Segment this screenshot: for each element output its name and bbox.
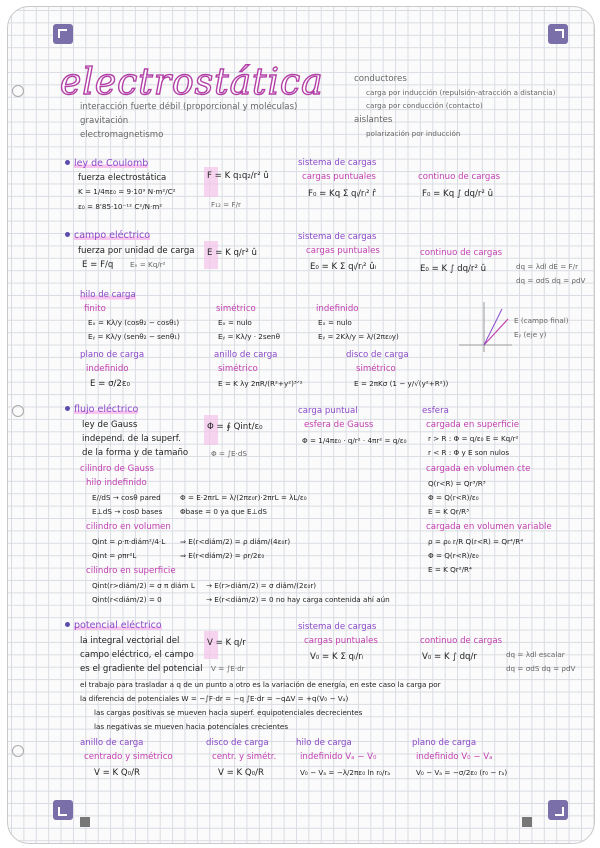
formula: Eₓ = nulo bbox=[218, 318, 252, 327]
formula: Eᵧ = Kλ/y (senθ₂ − senθ₁) bbox=[88, 332, 180, 341]
formula: Q(r<R) = Qr³/R³ bbox=[428, 479, 486, 488]
text-line: E//dS → cosθ pared bbox=[92, 493, 161, 502]
formula: → E(r<diám/2) = 0 no hay carga contenida ahí aún bbox=[206, 595, 390, 604]
section-heading: ley de Coulomb bbox=[74, 158, 149, 169]
subheading: centr. y simétr. bbox=[212, 752, 277, 762]
formula: E₀ = K ∫ dq/r² û bbox=[420, 264, 487, 274]
formula: V₀ = K ∫ dq/r bbox=[422, 652, 477, 662]
text-line: las cargas positivas se mueven hacia superf. equipotenciales decrecientes bbox=[94, 708, 363, 717]
subheading: cargas puntuales bbox=[306, 246, 380, 256]
corner-mark-icon bbox=[548, 24, 568, 44]
subheading: sistema de cargas bbox=[298, 232, 377, 242]
subheading: indefinido V₀ − Vₐ bbox=[416, 752, 493, 762]
note: Eᵧ (eje y) bbox=[514, 330, 547, 339]
subheading: indefinido bbox=[316, 304, 359, 314]
formula: Qint = ρπr²L bbox=[92, 551, 137, 560]
formula: E = K q/r² û bbox=[207, 248, 257, 258]
subheading: simétrico bbox=[218, 364, 258, 374]
corner-mark-icon bbox=[53, 800, 73, 820]
subheading: plano de carga bbox=[80, 350, 145, 360]
text-line: K = 1/4πε₀ = 9·10⁹ N·m²/C² bbox=[78, 187, 176, 196]
corner-mark-icon bbox=[53, 24, 73, 44]
text-line: campo eléctrico, el campo bbox=[80, 650, 194, 660]
formula: E = 2πKσ (1 − y/√(y²+R²)) bbox=[354, 379, 449, 388]
formula: E₀ = K Σ qᵢ/rᵢ² ûᵢ bbox=[310, 262, 377, 272]
binder-ring-icon bbox=[12, 85, 24, 97]
binder-ring-icon bbox=[12, 405, 24, 417]
subheading: cargas puntuales bbox=[302, 172, 376, 182]
formula: r > R : Φ = q/ε₀ E = Kq/r² bbox=[428, 434, 519, 443]
formula: V = K q/r bbox=[207, 638, 246, 648]
note: dq = σdS dq = ρdV bbox=[516, 276, 586, 285]
formula: V₀ − Vₐ = −σ/2ε₀ (r₀ − rₐ) bbox=[416, 768, 508, 777]
intro-line: electromagnetismo bbox=[80, 130, 164, 140]
formula: ⇒ E(r<diám/2) = ρr/2ε₀ bbox=[180, 551, 265, 560]
note: E (campo final) bbox=[514, 316, 569, 325]
subheading: hilo de carga bbox=[296, 738, 352, 748]
subheading: indefinido Vₐ − V₀ bbox=[300, 752, 377, 762]
formula: F₀ = Kq ∫ dq/r² û bbox=[422, 189, 494, 199]
formula: ⇒ E(r<diám/2) = ρ diám/(4ε₀r) bbox=[180, 537, 291, 546]
section-heading: potencial eléctrico bbox=[74, 620, 162, 631]
notebook-page bbox=[7, 6, 595, 844]
formula: F₁₂ = F/r bbox=[211, 200, 241, 209]
subheading: cargada en volumen variable bbox=[426, 522, 552, 532]
section-heading: flujo eléctrico bbox=[74, 404, 139, 415]
text-line: de la forma y de tamaño bbox=[82, 448, 189, 458]
subheading: cargada en volumen cte bbox=[426, 464, 531, 474]
intro-right: carga por conducción (contacto) bbox=[366, 101, 483, 110]
formula: Qint(r>diám/2) = σ π diám L bbox=[92, 581, 195, 590]
formula: Qint(r<diám/2) = 0 bbox=[92, 595, 162, 604]
note: dq = λdl dE = F/r bbox=[516, 262, 579, 271]
note: dq = λdl escalar bbox=[506, 650, 565, 659]
text-line: ley de Gauss bbox=[82, 420, 138, 430]
page-title: electrostática bbox=[60, 62, 324, 103]
subheading: esfera de Gauss bbox=[304, 420, 374, 430]
formula: Eᵧ = Kλ/y · 2senθ bbox=[218, 332, 280, 341]
formula: F₀ = Kq Σ qᵢ/rᵢ² r̂ bbox=[308, 189, 376, 199]
note: dq = σdS dq = ρdV bbox=[506, 664, 576, 673]
formula: ρ = ρ₀ r/R Q(r<R) = Qr⁴/R⁴ bbox=[428, 537, 524, 546]
formula: Eₓ = Kλ/y (cosθ₂ − cosθ₁) bbox=[88, 318, 180, 327]
text-line: la integral vectorial del bbox=[80, 636, 180, 646]
formula: F = K q₁q₂/r² û bbox=[207, 171, 269, 181]
intro-right: polarización por inducción bbox=[366, 129, 461, 138]
intro-line: gravitación bbox=[80, 116, 129, 126]
field-diagram-icon bbox=[454, 297, 514, 357]
subheading: cilindro de Gauss bbox=[80, 464, 154, 474]
subheading: carga puntual bbox=[298, 406, 358, 416]
text-line: la diferencia de potenciales W = −∫F·dr = −q ∫E·dr = −qΔV = +q(V₀ − Vₐ) bbox=[80, 694, 349, 703]
subheading: sistema de cargas bbox=[298, 622, 377, 632]
section-heading: campo eléctrico bbox=[74, 230, 151, 241]
text-line: fuerza por unidad de carga bbox=[78, 246, 195, 256]
formula: V = K Q₀/R bbox=[94, 768, 140, 778]
text-line: Eₙ = Kq/r² bbox=[130, 260, 166, 269]
text-line: independ. de la superf. bbox=[82, 434, 181, 444]
subheading: disco de carga bbox=[206, 738, 269, 748]
formula: Φ = Q(r<R)/ε₀ bbox=[428, 493, 479, 502]
binder-ring-icon bbox=[12, 745, 24, 757]
subheading: disco de carga bbox=[346, 350, 409, 360]
formula: E = K λy 2πR/(R²+y²)³ᐟ² bbox=[218, 379, 303, 388]
intro-right: aislantes bbox=[354, 115, 393, 125]
formula: E = K Qr/R³ bbox=[428, 507, 470, 516]
text-line: fuerza electrostática bbox=[78, 173, 167, 183]
subheading: esfera bbox=[422, 406, 449, 416]
formula: r < R : Φ y E son nulos bbox=[428, 448, 510, 457]
subheading: cilindro en volumen bbox=[86, 522, 171, 532]
subheading: continuo de cargas bbox=[420, 636, 503, 646]
subheading: centrado y simétrico bbox=[84, 752, 173, 762]
intro-line: interacción fuerte débil (proporcional y moléculas) bbox=[80, 102, 298, 112]
formula: Φ = 1/4πε₀ · q/r² · 4πr² = q/ε₀ bbox=[302, 436, 407, 445]
text-line: es el gradiente del potencial bbox=[80, 664, 203, 674]
formula: V = ∫E·dr bbox=[211, 664, 245, 673]
formula: E = σ/2ε₀ bbox=[90, 379, 130, 389]
formula: Eᵧ = 2Kλ/y = λ/(2πε₀y) bbox=[318, 332, 399, 341]
text-line: E = F/q bbox=[82, 260, 114, 270]
subheading: hilo de carga bbox=[80, 290, 136, 300]
subheading: simétrico bbox=[356, 364, 396, 374]
subheading: cilindro en superficie bbox=[86, 566, 176, 576]
square-mark-icon bbox=[80, 817, 90, 827]
corner-mark-icon bbox=[548, 800, 568, 820]
subheading: simétrico bbox=[216, 304, 256, 314]
subheading: finito bbox=[84, 304, 106, 314]
formula: V₀ = K Σ qᵢ/rᵢ bbox=[310, 652, 364, 662]
subheading: hilo indefinido bbox=[86, 478, 147, 488]
square-mark-icon bbox=[522, 817, 532, 827]
text-line: el trabajo para trasladar a q de un punto a otro es la variación de energía, en este caso la carga por bbox=[80, 680, 441, 689]
formula: Φ = E·2πrL = λ/(2πε₀r)·2πrL = λL/ε₀ bbox=[180, 493, 307, 502]
intro-right: carga por inducción (repulsión-atracción a distancia) bbox=[366, 88, 556, 97]
subheading: anillo de carga bbox=[80, 738, 144, 748]
subheading: cargada en superficie bbox=[426, 420, 520, 430]
intro-right: conductores bbox=[354, 74, 407, 84]
formula: Eₓ = nulo bbox=[318, 318, 352, 327]
subheading: anillo de carga bbox=[214, 350, 278, 360]
subheading: continuo de cargas bbox=[418, 172, 501, 182]
formula: E = K Qr²/R⁴ bbox=[428, 565, 472, 574]
subheading: continuo de cargas bbox=[420, 248, 503, 258]
subheading: indefinido bbox=[86, 364, 129, 374]
subheading: cargas puntuales bbox=[304, 636, 378, 646]
subheading: sistema de cargas bbox=[298, 158, 377, 168]
formula: Φbase = 0 ya que E⊥dS bbox=[180, 507, 267, 516]
formula: V₀ − Vₐ = −λ/2πε₀ ln r₀/rₐ bbox=[300, 768, 391, 777]
text-line: E⊥dS → cos0 bases bbox=[92, 507, 163, 516]
formula: Φ = Q(r<R)/ε₀ bbox=[428, 551, 479, 560]
text-line: ε₀ = 8'85·10⁻¹² C²/N·m² bbox=[78, 202, 163, 211]
formula: Qint = ρ·π·diám²/4·L bbox=[92, 537, 166, 546]
formula: Φ = ∫E·dS bbox=[211, 449, 247, 458]
formula: V = K Q₀/R bbox=[218, 768, 264, 778]
text-line: las negativas se mueven hacia potenciales crecientes bbox=[94, 722, 289, 731]
formula: Φ = ∮ Qint/ε₀ bbox=[207, 422, 263, 432]
formula: → E(r>diám/2) = σ diám/(2ε₀r) bbox=[206, 581, 317, 590]
subheading: plano de carga bbox=[412, 738, 477, 748]
